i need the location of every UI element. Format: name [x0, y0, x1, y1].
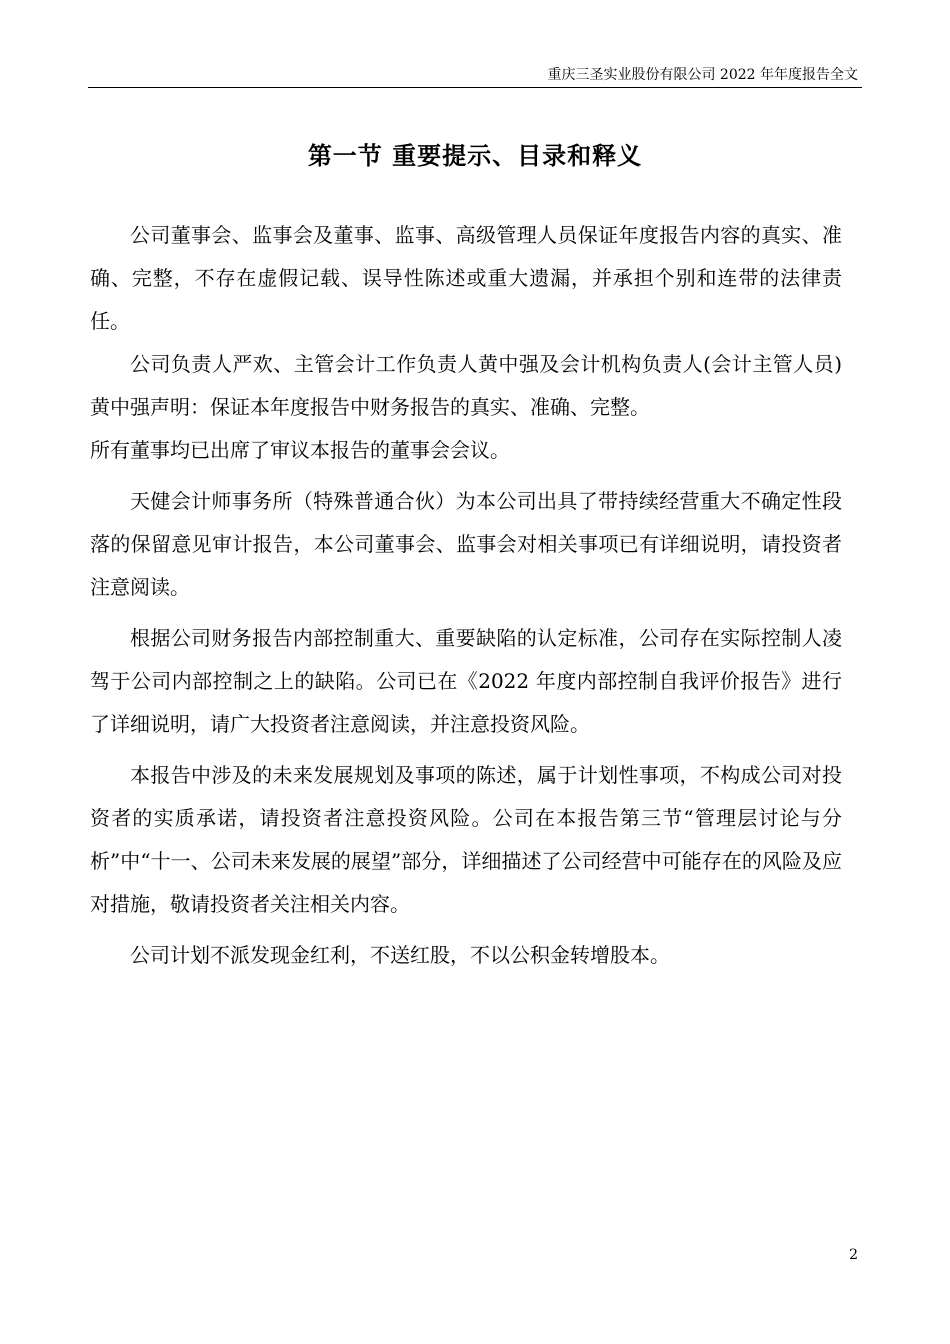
paragraph-dividend-plan: 公司计划不派发现金红利，不送红股，不以公积金转增股本。	[130, 943, 670, 967]
paragraph-responsible-persons: 公司负责人严欢、主管会计工作负责人黄中强及会计机构负责人(会计主管人员)黄中强声明：保证本年度报告中财务报告的真实、准确、完整。	[90, 352, 842, 419]
paragraph-internal-control: 根据公司财务报告内部控制重大、重要缺陷的认定标准，公司存在实际控制人凌驾于公司内部控制之上的缺陷。公司已在《2022 年度内部控制自我评价报告》进行了详细说明，请广大投资者注意阅读，并注意投资风险。	[90, 626, 842, 736]
header-divider	[88, 87, 862, 88]
paragraph-forward-looking: 本报告中涉及的未来发展规划及事项的陈述，属于计划性事项，不构成公司对投资者的实质承诺，请投资者注意投资风险。公司在本报告第三节“管理层讨论与分析”中“十一、公司未来发展的展望”部分，详细描述了公司经营中可能存在的风险及应对措施，敬请投资者关注相关内容。	[90, 763, 842, 916]
section-title: 第一节 重要提示、目录和释义	[307, 141, 643, 170]
paragraph-audit-opinion: 天健会计师事务所（特殊普通合伙）为本公司出具了带持续经营重大不确定性段落的保留意见审计报告，本公司董事会、监事会对相关事项已有详细说明，请投资者注意阅读。	[90, 489, 842, 599]
document-body	[90, 214, 842, 977]
paragraph-board-guarantee: 公司董事会、监事会及董事、监事、高级管理人员保证年度报告内容的真实、准确、完整，不存在虚假记载、误导性陈述或重大遗漏，并承担个别和连带的法律责任。	[90, 223, 842, 333]
page-number: 2	[849, 1247, 858, 1263]
paragraph-directors-attendance: 所有董事均已出席了审议本报告的董事会会议。	[90, 438, 510, 462]
header-title: 重庆三圣实业股份有限公司 2022 年年度报告全文	[547, 67, 858, 83]
